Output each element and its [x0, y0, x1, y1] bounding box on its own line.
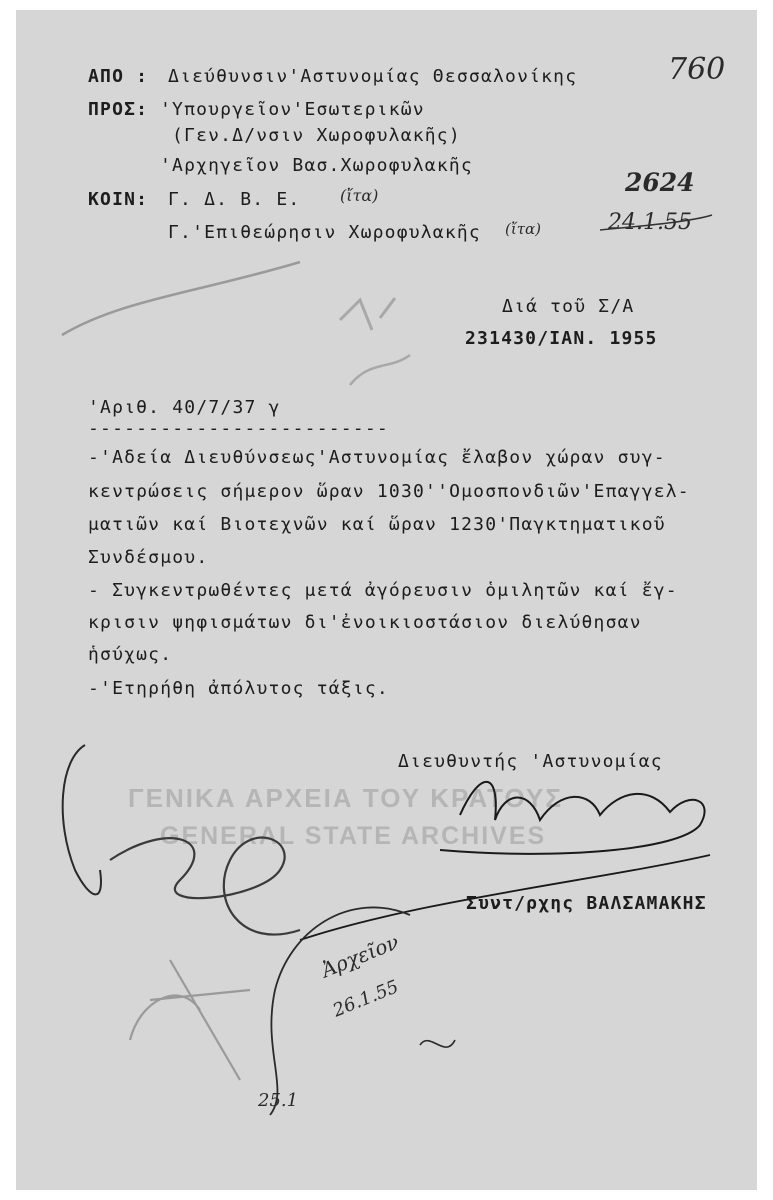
faint-initials-mark	[350, 355, 410, 385]
to-label: ΠΡΟΣ:	[88, 99, 149, 120]
handwritten-archive-note: Ἀρχεῖον	[318, 929, 403, 983]
body-line-4: Συνδέσμου.	[88, 547, 209, 568]
koin-line-1: Γ. Δ. Β. Ε.	[168, 189, 301, 210]
handwritten-file-number: 760	[668, 52, 726, 87]
to-line-1: 'Υπουργεῖον'Εσωτερικῶν	[160, 99, 425, 120]
archive-loop-stroke	[270, 907, 410, 1115]
signature-long-stroke	[300, 855, 710, 940]
watermark-line-english: GENERAL STATE ARCHIVES	[160, 822, 547, 850]
body-line-3: ματιῶν καί Βιοτεχνῶν καί ὥραν 1230'Παγκτηματικοῦ	[88, 514, 666, 535]
koin-handwritten-note-2: (ἴτα)	[505, 220, 542, 238]
body-line-7: ἡσύχως.	[88, 644, 173, 665]
watermark-line-greek: ΓΕΝΙΚΑ ΑΡΧΕΙΑ ΤΟΥ ΚΡΑΤΟΥΣ	[128, 783, 563, 813]
faint-pencil-numeral	[130, 960, 250, 1080]
handwritten-protocol-number: 2624	[625, 168, 695, 197]
document-number: 'Αριθ. 40/7/37 γ	[88, 397, 281, 418]
to-line-3: 'Αρχηγεῖον Βασ.Χωροφυλακῆς	[160, 155, 473, 176]
via-reference: Διά τοῦ Σ/Α	[502, 296, 635, 317]
faint-stamp-mark	[340, 298, 395, 330]
koin-handwritten-note: (ἴτα)	[340, 186, 379, 205]
body-line-2: κεντρώσεις σήμερον ὥραν 1030''Ομοσπονδιῶν'Επαγγελ-	[88, 481, 690, 502]
handwritten-date: 24.1.55	[608, 210, 692, 235]
archive-signature-mark	[420, 1040, 455, 1047]
body-line-5: - Συγκεντρωθέντες μετά ἀγόρευσιν ὁμιλητῶν καί ἔγ-	[88, 580, 678, 601]
signatory-name: Συντ/ρχης ΒΑΛΣΑΜΑΚΗΣ	[466, 893, 707, 914]
separator-rule: -------------------------	[88, 418, 389, 439]
body-line-6: κρισιν ψηφισμάτων δι'ἐνοικιοστάσιον διελύθησαν	[88, 612, 642, 633]
large-numeral-scribble	[110, 838, 300, 935]
date-underline-mark	[600, 215, 712, 230]
handwritten-small-date: 25.1	[258, 1090, 299, 1111]
handwritten-archive-date: 26.1.55	[330, 976, 402, 1022]
koin-line-2: Γ.'Επιθεώρησιν Χωροφυλακῆς	[168, 222, 481, 243]
body-line-8: -'Ετηρήθη ἀπόλυτος τάξις.	[88, 678, 389, 699]
koin-label: ΚΟΙΝ:	[88, 189, 149, 210]
to-line-2: (Γεν.Δ/νσιν Χωροφυλακῆς)	[172, 125, 461, 146]
dispatch-reference: 231430/ΙΑΝ. 1955	[465, 328, 658, 349]
left-margin-scribble	[63, 745, 101, 894]
body-line-1: -'Αδεία Διευθύνσεως'Αστυνομίας ἔλαβον χώραν συγ-	[88, 447, 666, 468]
faint-pencil-annotation	[62, 262, 300, 335]
director-signature-scribble	[440, 782, 705, 854]
signatory-title: Διευθυντής 'Αστυνομίας	[398, 751, 663, 772]
from-value: Διεύθυνσιν'Αστυνομίας Θεσσαλονίκης	[168, 66, 578, 87]
from-label: ΑΠΟ :	[88, 66, 149, 87]
